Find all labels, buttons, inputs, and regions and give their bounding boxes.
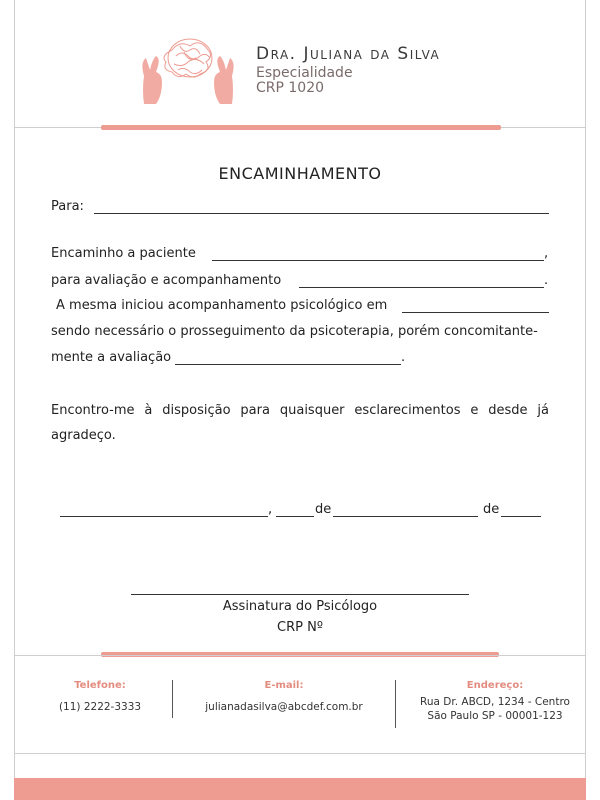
line3-text: A mesma iniciou acompanhamento psicológico em xyxy=(56,298,388,313)
evaluation-field[interactable] xyxy=(299,287,544,288)
doctor-crp: CRP 1020 xyxy=(256,80,325,96)
footer-bottom-divider xyxy=(14,753,586,754)
signature-crp: CRP Nº xyxy=(277,620,323,635)
header-accent-bar xyxy=(101,125,501,130)
email-label: E-mail: xyxy=(264,680,304,691)
date-de-2: de xyxy=(483,502,500,517)
evaluation-type-field[interactable] xyxy=(175,364,401,365)
date-comma: , xyxy=(268,502,273,517)
day-field[interactable] xyxy=(276,516,314,517)
bottom-accent-band xyxy=(14,778,586,800)
closing-paragraph: Encontro-me à disposição para quaisquer esclarecimentos e desde já agradeço. xyxy=(51,403,549,443)
line1-text: Encaminho a paciente xyxy=(51,246,196,261)
signature-caption: Assinatura do Psicólogo xyxy=(222,599,378,614)
city-field[interactable] xyxy=(60,516,268,517)
para-field[interactable] xyxy=(94,213,549,214)
phone-label: Telefone: xyxy=(74,680,126,691)
document-title: ENCAMINHAMENTO xyxy=(218,164,382,183)
address-line2: São Paulo SP - 00001-123 xyxy=(427,710,563,722)
phone-value: (11) 2222-3333 xyxy=(58,701,142,713)
month-field[interactable] xyxy=(333,516,478,517)
line5-text: mente a avaliação xyxy=(51,350,172,365)
brain-hands-logo-icon xyxy=(138,36,238,108)
footer-divider xyxy=(14,655,586,656)
line5-period: . xyxy=(401,350,406,365)
doctor-name: Dra. Juliana da Silva xyxy=(256,44,441,64)
address-line1: Rua Dr. ABCD, 1234 - Centro xyxy=(420,696,570,708)
doctor-specialty: Especialidade xyxy=(256,65,353,81)
footer-separator-1 xyxy=(172,680,173,718)
signature-line[interactable] xyxy=(131,594,469,595)
email-value: julianadasilva@abcdef.com.br xyxy=(205,701,363,713)
address-label: Endereço: xyxy=(466,680,524,691)
patient-name-field[interactable] xyxy=(212,260,544,261)
year-field[interactable] xyxy=(501,516,541,517)
para-label: Para: xyxy=(51,199,84,214)
footer-separator-2 xyxy=(395,680,396,728)
date-de-1: de xyxy=(315,502,332,517)
line2-text: para avaliação e acompanhamento xyxy=(51,273,282,288)
start-date-field[interactable] xyxy=(402,312,549,313)
line4-text: sendo necessário o prosseguimento da psicoterapia, porém concomitante- xyxy=(51,324,538,339)
line2-period: . xyxy=(544,273,549,288)
line1-comma: , xyxy=(544,246,549,261)
